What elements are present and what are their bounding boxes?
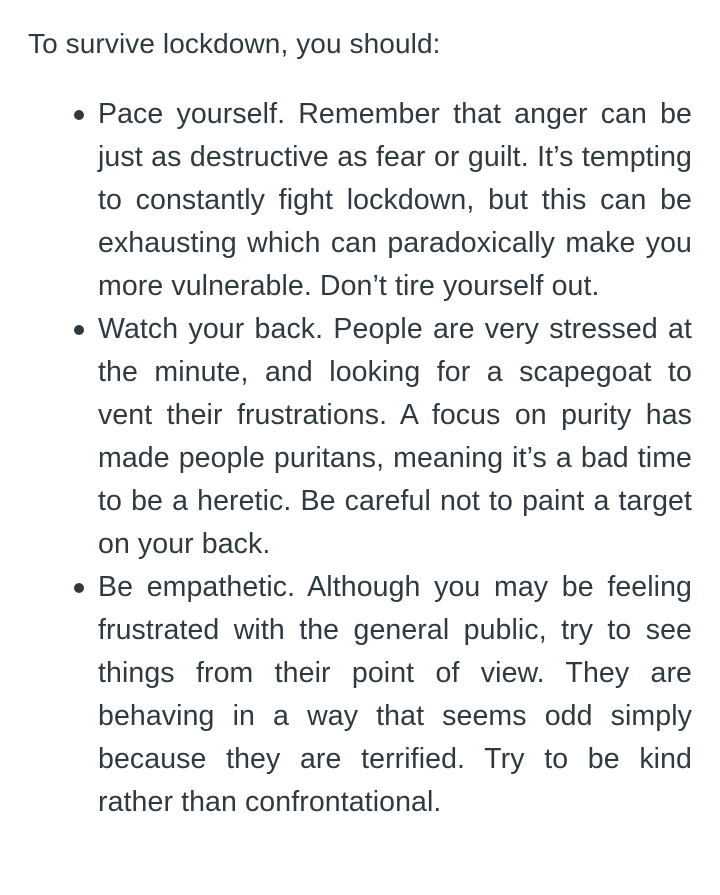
article-body <box>28 22 692 824</box>
intro-text: To survive lockdown, you should: <box>28 28 441 59</box>
tip-item-be-empathetic <box>28 566 692 824</box>
tip-text: Watch your back. People are very stressed at the minute, and looking for a scapegoat to vent their frustrations. A focus on purity has made people puritans, meaning it’s a bad time to be a heretic. Be careful not to paint a target on your back. <box>98 313 692 560</box>
tip-item-pace-yourself <box>28 93 692 308</box>
bullet-icon <box>74 325 84 335</box>
tips-list <box>28 93 692 824</box>
tip-text: Be empathetic. Although you may be feeling frustrated with the general public, try to see things from their point of view. They are behaving in a way that seems odd simply because they are terrified. Try to be kind rather than confrontational. <box>98 571 692 818</box>
tip-item-watch-your-back <box>28 308 692 566</box>
bullet-icon <box>74 110 84 120</box>
bullet-icon <box>74 583 84 593</box>
tip-text: Pace yourself. Remember that anger can be just as destructive as fear or guilt. It’s tempting to constantly fight lockdown, but this can be exhausting which can paradoxically make you more vulnerable. Don’t tire yourself out. <box>98 98 692 302</box>
